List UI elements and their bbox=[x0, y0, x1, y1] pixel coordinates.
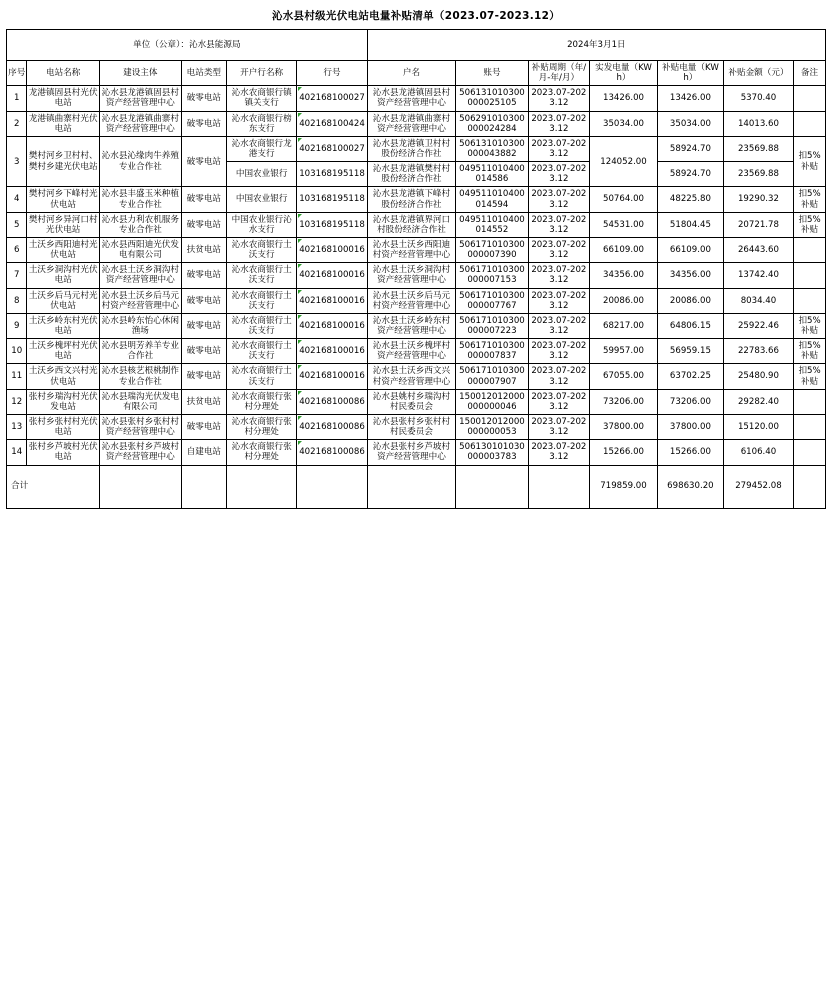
cell-period: 2023.07-2023.12 bbox=[528, 162, 589, 187]
cell-power: 20086.00 bbox=[589, 288, 657, 313]
cell-seq: 7 bbox=[7, 263, 27, 288]
table-row bbox=[7, 339, 826, 364]
cell-station-type: 破零电站 bbox=[181, 339, 226, 364]
cell-account-name: 沁水农商银行土沃支行 bbox=[227, 237, 297, 262]
cell-sub-power: 66109.00 bbox=[658, 237, 724, 262]
cell-household-name: 沁水县土沃乡西文兴村资产经营管理中心 bbox=[367, 364, 455, 389]
cell-sub-power: 13426.00 bbox=[658, 86, 724, 111]
cell-station-name: 樊村河乡下峰村光伏电站 bbox=[27, 187, 100, 212]
cell-station-type: 破零电站 bbox=[181, 288, 226, 313]
cell-station-name: 土沃乡槐坪村光伏电站 bbox=[27, 339, 100, 364]
cell-period: 2023.07-2023.12 bbox=[528, 111, 589, 136]
header-account-no: 账号 bbox=[456, 61, 529, 86]
cell-construction-subject: 沁水县岭东怡心休闲渔场 bbox=[99, 313, 181, 338]
cell-period: 2023.07-2023.12 bbox=[528, 212, 589, 237]
cell-period: 2023.07-2023.12 bbox=[528, 263, 589, 288]
cell-construction-subject: 沁水县明芳养羊专业合作社 bbox=[99, 339, 181, 364]
cell-remark bbox=[794, 440, 826, 465]
cell-remark bbox=[794, 389, 826, 414]
cell-account-no: 506171010300000007837 bbox=[456, 339, 529, 364]
cell-bank-no: 402168100016 bbox=[297, 364, 367, 389]
cell-amount: 22783.66 bbox=[723, 339, 793, 364]
cell-amount: 15120.00 bbox=[723, 414, 793, 439]
cell-bank-no: 103168195118 bbox=[297, 162, 367, 187]
header-seq: 序号 bbox=[7, 61, 27, 86]
cell-account-no: 506130101030000003783 bbox=[456, 440, 529, 465]
cell-power: 59957.00 bbox=[589, 339, 657, 364]
cell-amount: 26443.60 bbox=[723, 237, 793, 262]
cell-seq: 6 bbox=[7, 237, 27, 262]
cell-sub-power: 34356.00 bbox=[658, 263, 724, 288]
cell-bank-no: 103168195118 bbox=[297, 187, 367, 212]
total-row bbox=[7, 465, 826, 508]
cell-construction-subject: 沁水县张村乡芦坡村资产经营管理中心 bbox=[99, 440, 181, 465]
cell-mark-icon bbox=[298, 87, 302, 91]
cell-account-no: 506171010300000007153 bbox=[456, 263, 529, 288]
table-header-row bbox=[7, 61, 826, 86]
date-label: 2024年3月1日 bbox=[367, 30, 825, 61]
cell-mark-icon bbox=[298, 315, 302, 319]
cell-seq: 3 bbox=[7, 136, 27, 187]
cell-remark bbox=[794, 414, 826, 439]
cell-account-no: 150012012000000000046 bbox=[456, 389, 529, 414]
table-row bbox=[7, 263, 826, 288]
total-remark bbox=[794, 465, 826, 508]
cell-household-name: 沁水县土沃乡岭东村资产经营管理中心 bbox=[367, 313, 455, 338]
cell-household-name: 沁水县龙港镇樊村村股份经济合作社 bbox=[367, 162, 455, 187]
cell-account-name: 沁水农商银行土沃支行 bbox=[227, 313, 297, 338]
cell-amount: 14013.60 bbox=[723, 111, 793, 136]
cell-station-type: 破零电站 bbox=[181, 364, 226, 389]
cell-construction-subject: 沁水县丰盛玉米种植专业合作社 bbox=[99, 187, 181, 212]
cell-sub-power: 35034.00 bbox=[658, 111, 724, 136]
cell-station-name: 张村乡芦坡村光伏电站 bbox=[27, 440, 100, 465]
cell-period: 2023.07-2023.12 bbox=[528, 313, 589, 338]
cell-household-name: 沁水县龙港镇界河口村股份经济合作社 bbox=[367, 212, 455, 237]
cell-power: 35034.00 bbox=[589, 111, 657, 136]
cell-seq: 1 bbox=[7, 86, 27, 111]
cell-period: 2023.07-2023.12 bbox=[528, 86, 589, 111]
cell-household-name: 沁水县土沃乡槐坪村资产经营管理中心 bbox=[367, 339, 455, 364]
cell-station-type: 破零电站 bbox=[181, 414, 226, 439]
cell-sub-power: 37800.00 bbox=[658, 414, 724, 439]
table-row bbox=[7, 414, 826, 439]
cell-household-name: 沁水县龙港镇下峰村股份经济合作社 bbox=[367, 187, 455, 212]
cell-period: 2023.07-2023.12 bbox=[528, 339, 589, 364]
cell-sub-power: 48225.80 bbox=[658, 187, 724, 212]
unit-label: 单位（公章）：沁水县能源局 bbox=[7, 30, 368, 61]
cell-sub-power: 58924.70 bbox=[658, 162, 724, 187]
cell-power: 37800.00 bbox=[589, 414, 657, 439]
cell-account-name: 沁水农商银行榜东支行 bbox=[227, 111, 297, 136]
cell-remark bbox=[794, 288, 826, 313]
cell-station-type: 破零电站 bbox=[181, 86, 226, 111]
cell-remark bbox=[794, 237, 826, 262]
cell-bank-no: 402168100016 bbox=[297, 263, 367, 288]
cell-construction-subject: 沁水县沁缘肉牛养殖专业合作社 bbox=[99, 136, 181, 187]
cell-station-name: 土沃乡西阳迪村光伏电站 bbox=[27, 237, 100, 262]
cell-remark: 扣5%补贴 bbox=[794, 212, 826, 237]
table-row bbox=[7, 313, 826, 338]
cell-household-name: 沁水县张村乡芦坡村资产经营管理中心 bbox=[367, 440, 455, 465]
table-row bbox=[7, 187, 826, 212]
cell-sub-power: 51804.45 bbox=[658, 212, 724, 237]
cell-construction-subject: 沁水县龙港镇曲寨村资产经营管理中心 bbox=[99, 111, 181, 136]
cell-account-no: 150012012000000000053 bbox=[456, 414, 529, 439]
cell-account-name: 沁水农商银行镇镇关支行 bbox=[227, 86, 297, 111]
table-row bbox=[7, 364, 826, 389]
cell-station-name: 樊村河乡异河口村光伏电站 bbox=[27, 212, 100, 237]
cell-bank-no: 402168100027 bbox=[297, 136, 367, 161]
cell-household-name: 沁水县土沃乡西阳迪村资产经营管理中心 bbox=[367, 237, 455, 262]
cell-mark-icon bbox=[298, 391, 302, 395]
table-row bbox=[7, 237, 826, 262]
cell-account-no: 049511010400014586 bbox=[456, 162, 529, 187]
cell-amount: 6106.40 bbox=[723, 440, 793, 465]
cell-power: 66109.00 bbox=[589, 237, 657, 262]
cell-construction-subject: 沁水县核艺根桃制作专业合作社 bbox=[99, 364, 181, 389]
cell-bank-no: 402168100086 bbox=[297, 389, 367, 414]
header-power: 实发电量（KWh） bbox=[589, 61, 657, 86]
table-row bbox=[7, 440, 826, 465]
cell-mark-icon bbox=[298, 214, 302, 218]
cell-household-name: 沁水县龙港镇曲寨村资产经营管理中心 bbox=[367, 111, 455, 136]
cell-bank-no: 402168100086 bbox=[297, 440, 367, 465]
cell-station-type: 破零电站 bbox=[181, 212, 226, 237]
cell-sub-power: 73206.00 bbox=[658, 389, 724, 414]
cell-remark: 扣5%补贴 bbox=[794, 187, 826, 212]
cell-period: 2023.07-2023.12 bbox=[528, 288, 589, 313]
cell-construction-subject: 沁水县力利农机服务专业合作社 bbox=[99, 212, 181, 237]
cell-power: 124052.00 bbox=[589, 136, 657, 187]
cell-seq: 5 bbox=[7, 212, 27, 237]
cell-bank-no: 402168100027 bbox=[297, 86, 367, 111]
table-row bbox=[7, 389, 826, 414]
cell-station-name: 张村乡张村村光伏电站 bbox=[27, 414, 100, 439]
cell-amount: 19290.32 bbox=[723, 187, 793, 212]
cell-mark-icon bbox=[298, 290, 302, 294]
cell-mark-icon bbox=[298, 340, 302, 344]
cell-mark-icon bbox=[298, 113, 302, 117]
cell-construction-subject: 沁水县土沃乡后马元村资产经营管理中心 bbox=[99, 288, 181, 313]
table-row bbox=[7, 111, 826, 136]
cell-amount: 25922.46 bbox=[723, 313, 793, 338]
cell-account-name: 沁水农商银行张村分理处 bbox=[227, 389, 297, 414]
cell-construction-subject: 沁水县土沃乡洞沟村资产经营管理中心 bbox=[99, 263, 181, 288]
cell-seq: 10 bbox=[7, 339, 27, 364]
cell-account-no: 506171010300000007907 bbox=[456, 364, 529, 389]
cell-account-no: 506171010300000007223 bbox=[456, 313, 529, 338]
cell-account-no: 506131010300000025105 bbox=[456, 86, 529, 111]
cell-bank-no: 402168100424 bbox=[297, 111, 367, 136]
cell-household-name: 沁水县土沃乡洞沟村资产经营管理中心 bbox=[367, 263, 455, 288]
cell-seq: 14 bbox=[7, 440, 27, 465]
cell-station-name: 土沃乡西文兴村光伏电站 bbox=[27, 364, 100, 389]
cell-account-no: 506291010300000024284 bbox=[456, 111, 529, 136]
table-row bbox=[7, 86, 826, 111]
cell-power: 34356.00 bbox=[589, 263, 657, 288]
cell-construction-subject: 沁水县西阳迪光伏发电有限公司 bbox=[99, 237, 181, 262]
cell-station-name: 张村乡瑞沟村光伏发电站 bbox=[27, 389, 100, 414]
cell-account-name: 沁水农商银行土沃支行 bbox=[227, 339, 297, 364]
total-amount: 279452.08 bbox=[723, 465, 793, 508]
header-bank-no: 行号 bbox=[297, 61, 367, 86]
cell-amount: 23569.88 bbox=[723, 136, 793, 161]
header-amount: 补贴金额（元） bbox=[723, 61, 793, 86]
header-station-name: 电站名称 bbox=[27, 61, 100, 86]
cell-remark: 扣5%补贴 bbox=[794, 339, 826, 364]
cell-station-type: 破零电站 bbox=[181, 187, 226, 212]
cell-remark bbox=[794, 263, 826, 288]
cell-station-name: 龙港镇固县村光伏电站 bbox=[27, 86, 100, 111]
table-row bbox=[7, 136, 826, 161]
cell-power: 54531.00 bbox=[589, 212, 657, 237]
cell-seq: 9 bbox=[7, 313, 27, 338]
table-row bbox=[7, 212, 826, 237]
cell-seq: 11 bbox=[7, 364, 27, 389]
header-construction-subject: 建设主体 bbox=[99, 61, 181, 86]
cell-station-type: 破零电站 bbox=[181, 263, 226, 288]
header-sub-power: 补贴电量（KWh） bbox=[658, 61, 724, 86]
cell-sub-power: 63702.25 bbox=[658, 364, 724, 389]
cell-power: 13426.00 bbox=[589, 86, 657, 111]
cell-station-type: 扶贫电站 bbox=[181, 237, 226, 262]
cell-bank-no: 402168100086 bbox=[297, 414, 367, 439]
total-power: 719859.00 bbox=[589, 465, 657, 508]
cell-account-name: 沁水农商银行土沃支行 bbox=[227, 288, 297, 313]
cell-period: 2023.07-2023.12 bbox=[528, 364, 589, 389]
cell-station-name: 龙港镇曲寨村光伏电站 bbox=[27, 111, 100, 136]
header-remark: 备注 bbox=[794, 61, 826, 86]
cell-household-name: 沁水县土沃乡后马元村资产经营管理中心 bbox=[367, 288, 455, 313]
cell-amount: 8034.40 bbox=[723, 288, 793, 313]
cell-station-name: 樊村河乡卫村村、樊村乡建光伏电站 bbox=[27, 136, 100, 187]
cell-power: 68217.00 bbox=[589, 313, 657, 338]
cell-amount: 5370.40 bbox=[723, 86, 793, 111]
cell-seq: 2 bbox=[7, 111, 27, 136]
cell-period: 2023.07-2023.12 bbox=[528, 389, 589, 414]
cell-station-name: 土沃乡洞沟村光伏电站 bbox=[27, 263, 100, 288]
cell-construction-subject: 沁水县张村乡张村村资产经营管理中心 bbox=[99, 414, 181, 439]
cell-power: 15266.00 bbox=[589, 440, 657, 465]
total-label: 合计 bbox=[7, 465, 100, 508]
header-account-name: 开户行名称 bbox=[227, 61, 297, 86]
cell-station-type: 破零电站 bbox=[181, 136, 226, 187]
cell-power: 67055.00 bbox=[589, 364, 657, 389]
cell-amount: 25480.90 bbox=[723, 364, 793, 389]
cell-station-type: 破零电站 bbox=[181, 313, 226, 338]
page-title: 沁水县村级光伏电站电量补贴清单（2023.07-2023.12） bbox=[271, 10, 561, 22]
cell-remark: 扣5%补贴 bbox=[794, 136, 826, 187]
header-household-name: 户名 bbox=[367, 61, 455, 86]
cell-amount: 29282.40 bbox=[723, 389, 793, 414]
cell-station-type: 破零电站 bbox=[181, 111, 226, 136]
table-row bbox=[7, 288, 826, 313]
cell-sub-power: 64806.15 bbox=[658, 313, 724, 338]
cell-account-name: 沁水农商银行张村分理处 bbox=[227, 440, 297, 465]
cell-account-no: 049511010400014552 bbox=[456, 212, 529, 237]
cell-account-name: 沁水农商银行土沃支行 bbox=[227, 364, 297, 389]
cell-household-name: 沁水县龙港镇卫村村股份经济合作社 bbox=[367, 136, 455, 161]
cell-amount: 23569.88 bbox=[723, 162, 793, 187]
cell-remark: 扣5%补贴 bbox=[794, 364, 826, 389]
cell-remark bbox=[794, 111, 826, 136]
cell-amount: 13742.40 bbox=[723, 263, 793, 288]
cell-station-name: 土沃乡岭东村光伏电站 bbox=[27, 313, 100, 338]
cell-period: 2023.07-2023.12 bbox=[528, 187, 589, 212]
cell-seq: 4 bbox=[7, 187, 27, 212]
cell-household-name: 沁水县张村乡张村村村民委员会 bbox=[367, 414, 455, 439]
cell-mark-icon bbox=[298, 365, 302, 369]
cell-amount: 20721.78 bbox=[723, 212, 793, 237]
cell-sub-power: 15266.00 bbox=[658, 440, 724, 465]
cell-period: 2023.07-2023.12 bbox=[528, 237, 589, 262]
cell-sub-power: 20086.00 bbox=[658, 288, 724, 313]
cell-account-no: 506171010300000007390 bbox=[456, 237, 529, 262]
cell-period: 2023.07-2023.12 bbox=[528, 136, 589, 161]
cell-account-name: 沁水农商银行龙港支行 bbox=[227, 136, 297, 161]
cell-sub-power: 56959.15 bbox=[658, 339, 724, 364]
cell-bank-no: 402168100016 bbox=[297, 288, 367, 313]
cell-bank-no: 402168100016 bbox=[297, 237, 367, 262]
cell-sub-power: 58924.70 bbox=[658, 136, 724, 161]
cell-account-name: 中国农业银行沁水支行 bbox=[227, 212, 297, 237]
cell-account-no: 049511010400014594 bbox=[456, 187, 529, 212]
cell-mark-icon bbox=[298, 264, 302, 268]
cell-construction-subject: 沁水县龙港镇固县村资产经营管理中心 bbox=[99, 86, 181, 111]
cell-account-name: 中国农业银行 bbox=[227, 162, 297, 187]
cell-station-name: 土沃乡后马元村光伏电站 bbox=[27, 288, 100, 313]
meta-row bbox=[7, 30, 826, 61]
cell-bank-no: 402168100016 bbox=[297, 313, 367, 338]
cell-power: 50764.00 bbox=[589, 187, 657, 212]
cell-account-no: 506171010300000007767 bbox=[456, 288, 529, 313]
cell-account-name: 中国农业银行 bbox=[227, 187, 297, 212]
cell-station-type: 自建电站 bbox=[181, 440, 226, 465]
cell-mark-icon bbox=[298, 416, 302, 420]
cell-bank-no: 402168100016 bbox=[297, 339, 367, 364]
cell-household-name: 沁水县龙港镇固县村资产经营管理中心 bbox=[367, 86, 455, 111]
cell-seq: 8 bbox=[7, 288, 27, 313]
cell-seq: 12 bbox=[7, 389, 27, 414]
header-period: 补贴周期（年/月-年/月） bbox=[528, 61, 589, 86]
cell-remark bbox=[794, 86, 826, 111]
cell-account-name: 沁水农商银行张村分理处 bbox=[227, 414, 297, 439]
total-sub-power: 698630.20 bbox=[658, 465, 724, 508]
cell-construction-subject: 沁水县瑞沟光伏发电有限公司 bbox=[99, 389, 181, 414]
cell-mark-icon bbox=[298, 138, 302, 142]
cell-account-name: 沁水农商银行土沃支行 bbox=[227, 263, 297, 288]
subsidy-table bbox=[6, 29, 826, 509]
cell-period: 2023.07-2023.12 bbox=[528, 440, 589, 465]
cell-station-type: 扶贫电站 bbox=[181, 389, 226, 414]
header-station-type: 电站类型 bbox=[181, 61, 226, 86]
cell-mark-icon bbox=[298, 441, 302, 445]
cell-remark: 扣5%补贴 bbox=[794, 313, 826, 338]
cell-power: 73206.00 bbox=[589, 389, 657, 414]
cell-period: 2023.07-2023.12 bbox=[528, 414, 589, 439]
cell-household-name: 沁水县姚村乡瑞沟村村民委员会 bbox=[367, 389, 455, 414]
cell-account-no: 506131010300000043882 bbox=[456, 136, 529, 161]
cell-bank-no: 103168195118 bbox=[297, 212, 367, 237]
cell-mark-icon bbox=[298, 239, 302, 243]
cell-seq: 13 bbox=[7, 414, 27, 439]
